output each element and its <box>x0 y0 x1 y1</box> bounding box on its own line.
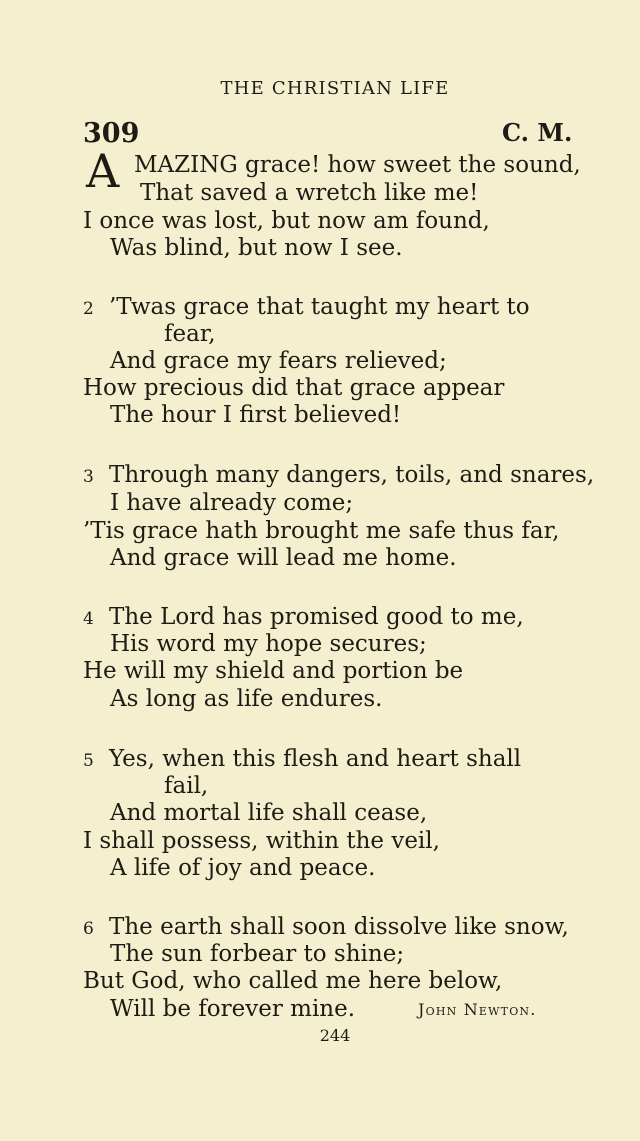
page-number: 244 <box>319 1026 351 1045</box>
verse-4-line-1: 4 The Lord has promised good to me, <box>83 604 524 630</box>
verse-number: 2 <box>83 299 94 319</box>
verse-5-line-1: 5 Yes, when this flesh and heart shall <box>83 746 522 772</box>
verse-5-line-4: A life of joy and peace. <box>110 855 376 881</box>
verse-2-line-1-cont: fear, <box>164 321 216 347</box>
verse-2-line-1: 2 ’Twas grace that taught my heart to <box>83 294 530 320</box>
verse-1-line-4: Was blind, but now I see. <box>110 235 403 261</box>
verse-2-line-3: How precious did that grace appear <box>83 375 505 401</box>
verse-5-line-1-cont: fail, <box>164 773 209 799</box>
verse-4-line-3: He will my shield and portion be <box>83 658 464 684</box>
verse-4-line-2: His word my hope secures; <box>110 631 427 657</box>
verse-3-line-1: 3 Through many dangers, toils, and snares, <box>83 462 595 488</box>
verse-4-line-4: As long as life endures. <box>110 686 383 712</box>
verse-3-line-3: ’Tis grace hath brought me safe thus far, <box>83 518 560 544</box>
hymn-meter: C. M. <box>502 118 573 147</box>
verse-1-line-3: I once was lost, but now am found, <box>83 208 490 234</box>
verse-number: 4 <box>83 609 94 629</box>
verse-6-line-2: The sun forbear to shine; <box>110 941 405 967</box>
verse-number: 6 <box>83 919 94 939</box>
verse-6-line-1: 6 The earth shall soon dissolve like snow, <box>83 914 569 940</box>
verse-6-line-4: Will be forever mine. <box>110 996 356 1022</box>
verse-3-line-2: I have already come; <box>110 490 354 516</box>
verse-2-line-4: The hour I first believed! <box>110 402 402 428</box>
verse-1-line-1: MAZING grace! how sweet the sound, <box>134 152 581 178</box>
verse-2-line-2: And grace my fears relieved; <box>110 348 447 374</box>
section-header: THE CHRISTIAN LIFE <box>220 78 450 99</box>
verse-6-line-3: But God, who called me here below, <box>83 968 503 994</box>
hymn-number: 309 <box>83 118 140 149</box>
verse-5-line-3: I shall possess, within the veil, <box>83 828 440 854</box>
author-attribution: John Newton. <box>418 1000 537 1019</box>
verse-5-line-2: And mortal life shall cease, <box>110 800 428 826</box>
verse-1-line-2: That saved a wretch like me! <box>140 180 479 206</box>
verse-number: 3 <box>83 467 94 487</box>
drop-cap: A <box>86 144 120 198</box>
verse-number: 5 <box>83 751 94 771</box>
verse-3-line-4: And grace will lead me home. <box>110 545 457 571</box>
